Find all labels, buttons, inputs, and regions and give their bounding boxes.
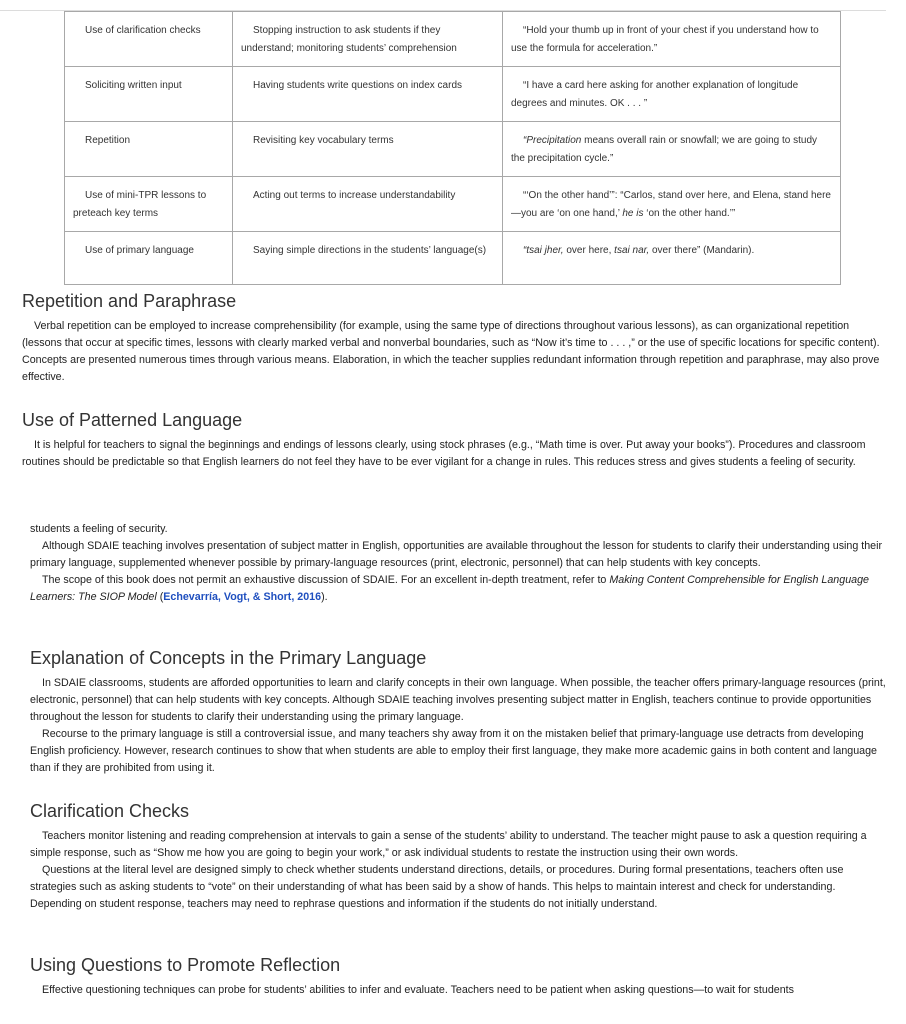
example-italic: “tsai jher,: [523, 245, 564, 256]
section-primary-language: [30, 647, 888, 777]
description-cell: Acting out terms to increase understandability: [233, 177, 503, 232]
table-row: [65, 67, 841, 122]
table-row: [65, 12, 841, 67]
paragraph: Recourse to the primary language is still a controversial issue, and many teachers shy away from it on the mistaken belief that primary-language use detracts from developing English proficiency. However, research continues to show that when students are able to employ their first language, they make more academic gains in both content and language than if they are prohibited from using it.: [30, 728, 877, 774]
example-italic: he is: [622, 208, 644, 219]
example-cell: [503, 122, 841, 177]
section-repetition: [22, 290, 888, 386]
paragraph-text: (: [156, 591, 164, 603]
paragraph: It is helpful for teachers to signal the beginnings and endings of lessons clearly, using stock phrases (e.g., “Math time is over. Put away your books”). Procedures and classroom routines should be predictable so that English learners do not feel they have to be ever vigilant for a change in rules. This reduces stress and gives students a feeling of security.: [22, 439, 866, 468]
example-text: “‘On the other hand’”: “Carlos, stand over here, and Elena, stand here—you are ‘on one hand,’: [511, 190, 831, 219]
paragraph: In SDAIE classrooms, students are afforded opportunities to learn and clarify concepts in their own language. When possible, the teacher offers primary-language resources (print, electronic, personnel) that can help students with key concepts. Although SDAIE teaching involves presenting subject matter in English, teachers continue to provide opportunities throughout the lesson for students to clarify their understanding using the primary language.: [30, 677, 886, 723]
section-heading: Using Questions to Promote Reflection: [30, 955, 341, 975]
example-cell: [503, 232, 841, 285]
example-text: means overall rain or snowfall; we are going to study the precipitation cycle.”: [511, 135, 818, 164]
strategy-cell: Repetition: [65, 122, 233, 177]
example-text: over here,: [563, 245, 615, 256]
description-cell: Stopping instruction to ask students if they understand; monitoring students’ comprehension: [233, 12, 503, 67]
example-italic: tsai nar,: [614, 245, 650, 256]
example-cell: “Hold your thumb up in front of your chest if you understand how to use the formula for acceleration.”: [503, 12, 841, 67]
paragraph: Teachers monitor listening and reading comprehension at intervals to gain a sense of the students’ ability to understand. The teacher might pause to ask a question requiring a simple response, such as “Show me how you are going to begin your work,” or ask individual students to restate the instruction using their own words.: [30, 830, 867, 859]
example-cell: “I have a card here asking for another explanation of longitude degrees and minutes. OK . . . ”: [503, 67, 841, 122]
paragraph-text: The scope of this book does not permit an exhaustive discussion of SDAIE. For an excellent in-depth treatment, refer to: [42, 574, 610, 586]
table-row: [65, 177, 841, 232]
section-questions: [30, 954, 888, 999]
strategy-cell: Soliciting written input: [65, 67, 233, 122]
table-row: [65, 122, 841, 177]
strategies-table: [64, 11, 841, 285]
section-heading: Explanation of Concepts in the Primary Language: [30, 648, 427, 668]
paragraph: Verbal repetition can be employed to increase comprehensibility (for example, using the same type of directions throughout various lessons), as can organizational repetition (lessons that occur at specific times, lessons with clearly marked verbal and nonverbal boundaries, such as “Now it’s time to . . . ,” or the use of specific locations for specific content). Concepts are presented numerous times through various means. Elaboration, in which the teacher supplies redundant information through repetition and paraphrase, may also prove effective.: [22, 320, 880, 383]
strategy-cell: Use of primary language: [65, 232, 233, 285]
paragraph: [30, 572, 888, 606]
example-text: ‘on the other hand.’”: [643, 208, 736, 219]
paragraph: Although SDAIE teaching involves presentation of subject matter in English, opportunities are available throughout the lesson for students to clarify their understanding using their primary language, supplemented whenever possible by primary-language resources (print, electronic, personnel) that can help students with key concepts.: [30, 540, 883, 569]
section-heading: Use of Patterned Language: [22, 410, 243, 430]
section-continuation: [30, 521, 888, 606]
paragraph: Effective questioning techniques can probe for students’ abilities to infer and evaluate. Teachers need to be patient when asking questions—to wait for students: [42, 984, 794, 996]
description-cell: Having students write questions on index cards: [233, 67, 503, 122]
example-italic: “Precipitation: [523, 135, 582, 146]
strategy-cell: Use of clarification checks: [65, 12, 233, 67]
description-cell: Saying simple directions in the students’ language(s): [233, 232, 503, 285]
strategy-cell: Use of mini-TPR lessons to preteach key terms: [65, 177, 233, 232]
section-heading: Repetition and Paraphrase: [22, 291, 237, 311]
citation-link[interactable]: Echevarría, Vogt, & Short, 2016: [163, 591, 322, 603]
table-row: [65, 232, 841, 285]
paragraph: students a feeling of security.: [30, 523, 168, 535]
section-clarification-checks: [30, 800, 888, 913]
paragraph: Questions at the literal level are designed simply to check whether students understand directions, details, or procedures. During formal presentations, teachers often use strategies such as asking students to “vote” on their understanding of what has been said by a show of hands. This helps to maintain interest and check for understanding. Depending on student response, teachers may need to rephrase questions and information if the students do not initially understand.: [30, 864, 844, 910]
description-cell: Revisiting key vocabulary terms: [233, 122, 503, 177]
section-heading: Clarification Checks: [30, 801, 190, 821]
paragraph-text: ).: [321, 591, 328, 603]
example-text: over there” (Mandarin).: [649, 245, 755, 256]
section-patterned-language: [22, 409, 888, 471]
book-title: Making Content Comprehensible for English Language Learners: The SIOP Model: [30, 574, 869, 603]
example-cell: [503, 177, 841, 232]
